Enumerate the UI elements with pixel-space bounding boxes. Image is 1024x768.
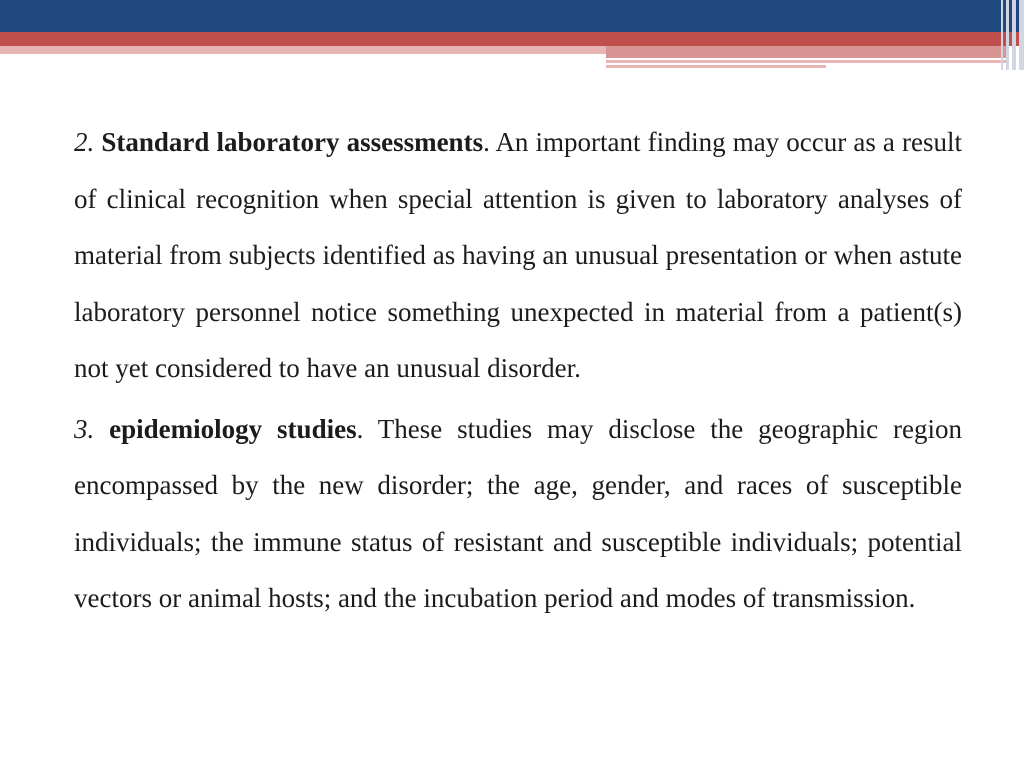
slide-body xyxy=(74,114,962,627)
header-red-band xyxy=(0,32,1024,46)
header-vertical-stripes xyxy=(994,0,1024,70)
paragraph-number: 2. xyxy=(74,127,95,157)
paragraph-term: epidemiology studies xyxy=(109,413,357,444)
header-pink-block xyxy=(606,46,1006,58)
header-accent-line-short xyxy=(606,65,826,68)
paragraph-number: 3. xyxy=(74,413,95,444)
paragraph-epidemiology-studies xyxy=(74,401,962,627)
paragraph-text: An important finding may occur as a result of clinical recognition when special attention is given to laboratory analyses of material from subjects identified as having an unusual presentation or when astute laboratory personnel notice something unexpected in material from a patient(s) not yet considered to have an unusual disorder. xyxy=(74,127,962,383)
paragraph-term: Standard laboratory assessments xyxy=(101,127,484,157)
term-period: . xyxy=(356,413,364,444)
header-blue-band xyxy=(0,0,1024,32)
header-accent-line xyxy=(606,60,1006,63)
term-period: . xyxy=(483,127,490,157)
paragraph-standard-laboratory-assessments xyxy=(74,114,962,397)
paragraph-text: These studies may disclose the geographic region encompassed by the new disorder; the age, gender, and races of susceptible individuals; the immune status of resistant and susceptible individuals; potential vectors or animal hosts; and the incubation period and modes of transmission. xyxy=(74,413,962,613)
header-pink-strip xyxy=(0,46,606,54)
